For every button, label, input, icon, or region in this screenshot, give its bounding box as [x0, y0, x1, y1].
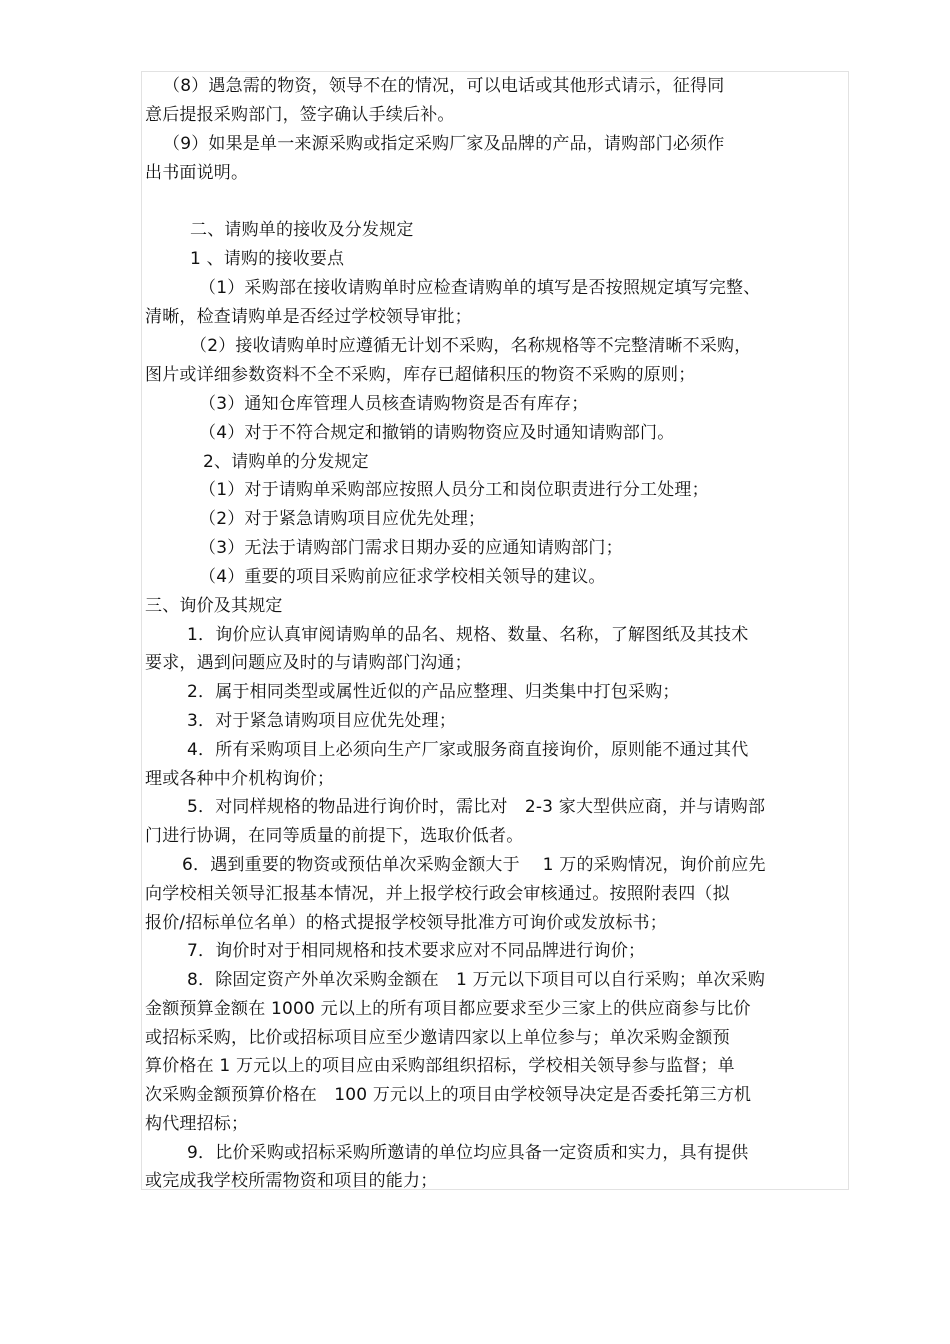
paragraph-line: 意后提报采购部门，签字确认手续后补。: [145, 105, 455, 125]
paragraph-line: 构代理招标；: [145, 1114, 249, 1134]
paragraph-line: 或招标采购，比价或招标项目应至少邀请四家以上单位参与；单次采购金额预: [145, 1028, 730, 1048]
section-heading: 二、请购单的接收及分发规定: [190, 220, 414, 240]
paragraph-line: 9．比价采购或招标采购所邀请的单位均应具备一定资质和实力，具有提供: [187, 1143, 749, 1163]
paragraph-line: （1）对于请购单采购部应按照人员分工和岗位职责进行分工处理；: [199, 480, 709, 500]
paragraph-line: 或完成我学校所需物资和项目的能力；: [145, 1171, 438, 1191]
paragraph-line: （1）采购部在接收请购单时应检查请购单的填写是否按照规定填写完整、: [199, 278, 761, 298]
subsection-heading: 2、请购单的分发规定: [203, 452, 369, 472]
section-heading: 三、询价及其规定: [145, 596, 283, 616]
paragraph-line: （2）对于紧急请购项目应优先处理；: [199, 509, 486, 529]
paragraph-line: 6．遇到重要的物资或预估单次采购金额大于 1 万的采购情况，询价前应先: [182, 855, 766, 875]
paragraph-line: 1．询价应认真审阅请购单的品名、规格、数量、名称，了解图纸及其技术: [187, 625, 749, 645]
subsection-heading: 1 、请购的接收要点: [190, 249, 345, 269]
paragraph-line: （4）重要的项目采购前应征求学校相关领导的建议。: [199, 567, 606, 587]
paragraph-line: （9）如果是单一来源采购或指定采购厂家及品牌的产品，请购部门必须作: [163, 134, 725, 154]
paragraph-line: 门进行协调，在同等质量的前提下，选取价低者。: [145, 826, 524, 846]
paragraph-line: 向学校相关领导汇报基本情况，并上报学校行政会审核通过。按照附表四（拟: [145, 884, 730, 904]
paragraph-line: 5．对同样规格的物品进行询价时，需比对 2-3 家大型供应商，并与请购部: [187, 797, 766, 817]
paragraph-line: 次采购金额预算价格在 100 万元以上的项目由学校领导决定是否委托第三方机: [145, 1085, 752, 1105]
paragraph-line: 要求，遇到问题应及时的与请购部门沟通；: [145, 653, 472, 673]
paragraph-line: 7．询价时对于相同规格和技术要求应对不同品牌进行询价；: [187, 941, 646, 961]
paragraph-line: （4）对于不符合规定和撤销的请购物资应及时通知请购部门。: [199, 423, 675, 443]
paragraph-line: （3）通知仓库管理人员核查请购物资是否有库存；: [199, 394, 589, 414]
paragraph-line: 2．属于相同类型或属性近似的产品应整理、归类集中打包采购；: [187, 682, 680, 702]
paragraph-line: 清晰，检查请购单是否经过学校领导审批；: [145, 307, 472, 327]
paragraph-line: 出书面说明。: [145, 163, 249, 183]
paragraph-line: 金额预算金额在 1000 元以上的所有项目都应要求至少三家上的供应商参与比价: [145, 999, 751, 1019]
paragraph-line: 3．对于紧急请购项目应优先处理；: [187, 711, 457, 731]
paragraph-line: 理或各种中介机构询价；: [145, 769, 335, 789]
paragraph-line: （8）遇急需的物资，领导不在的情况，可以电话或其他形式请示，征得同: [163, 76, 725, 96]
paragraph-line: 8．除固定资产外单次采购金额在 1 万元以下项目可以自行采购；单次采购: [187, 970, 766, 990]
paragraph-line: （2）接收请购单时应遵循无计划不采购，名称规格等不完整清晰不采购，: [190, 336, 752, 356]
paragraph-line: 算价格在 1 万元以上的项目应由采购部组织招标，学校相关领导参与监督；单: [145, 1056, 735, 1076]
paragraph-line: （3）无法于请购部门需求日期办妥的应通知请购部门；: [199, 538, 623, 558]
paragraph-line: 图片或详细参数资料不全不采购，库存已超储积压的物资不采购的原则；: [145, 365, 696, 385]
paragraph-line: 报价/招标单位名单）的格式提报学校领导批准方可询价或发放标书；: [145, 913, 667, 933]
paragraph-line: 4．所有采购项目上必须向生产厂家或服务商直接询价，原则能不通过其代: [187, 740, 749, 760]
